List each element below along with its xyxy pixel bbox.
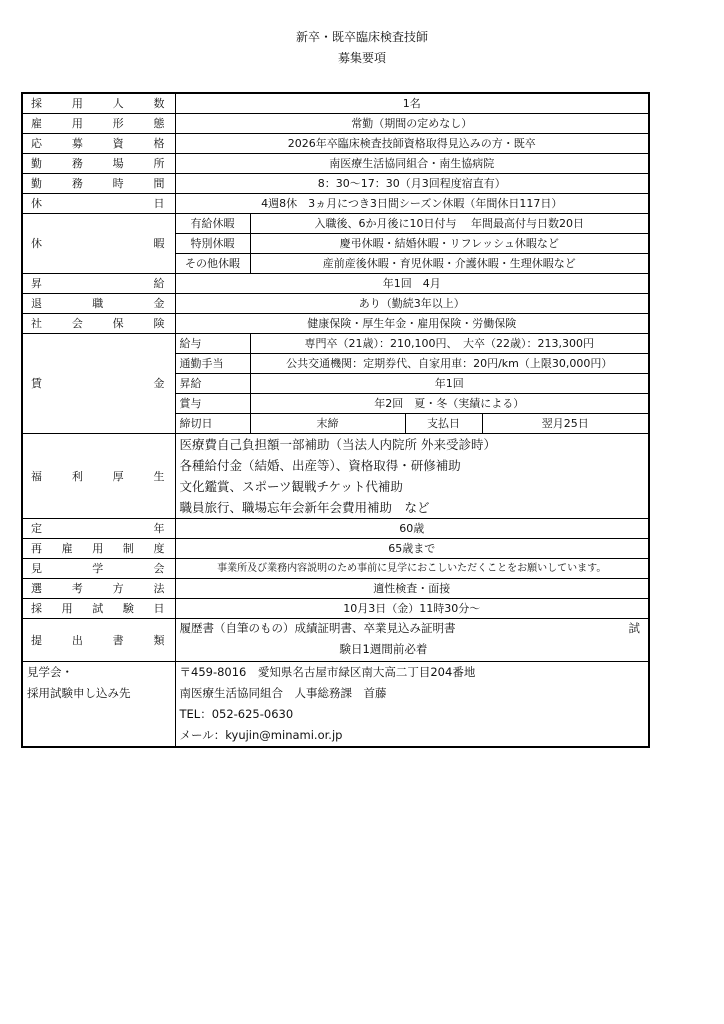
contact-address: 〒459-8016 愛知県名古屋市緑区南大高二丁目204番地 (179, 665, 476, 679)
wage-item: 通勤手当 (175, 354, 250, 374)
table-row (22, 114, 649, 134)
row-label: 昇給 (22, 274, 175, 294)
closing-value: 末締 (250, 414, 405, 434)
table-row (22, 434, 649, 519)
wage-value: 公共交通機関：定期券代、自家用車：20円/km（上限30,000円） (250, 354, 649, 374)
qualification-value: 2026年卒臨床検査技師資格取得見込みの方・既卒 (175, 134, 649, 154)
leave-type: 特別休暇 (175, 234, 250, 254)
table-row (22, 314, 649, 334)
leave-value: 入職後、6か月後に10日付与 年間最高付与日数20日 (250, 214, 649, 234)
table-row (22, 519, 649, 539)
table-row (22, 334, 649, 354)
table-row (22, 599, 649, 619)
row-label: 勤務場所 (22, 154, 175, 174)
contact-phone: TEL：052-625-0630 (179, 707, 294, 721)
row-label: 社会保険 (22, 314, 175, 334)
leave-type: 有給休暇 (175, 214, 250, 234)
payday-label: 支払日 (405, 414, 482, 434)
retirement-age-value: 60歳 (175, 519, 649, 539)
wage-item: 締切日 (175, 414, 250, 434)
row-label: 勤務時間 (22, 174, 175, 194)
row-label: 採用試験日 (22, 599, 175, 619)
contact-value (175, 662, 649, 748)
wage-item: 昇給 (175, 374, 250, 394)
leave-type: その他休暇 (175, 254, 250, 274)
contact-email: メール：kyujin@minami.or.jp (179, 728, 343, 742)
leave-value: 産前産後休暇・育児休暇・介護休暇・生理休暇など (250, 254, 649, 274)
welfare-line: 各種給付金（結婚、出産等）、資格取得・研修補助 (179, 458, 461, 473)
days-off-value: 4週8休 3ヵ月につき3日間シーズン休暇（年間休日117日） (175, 194, 649, 214)
row-label: 定年 (22, 519, 175, 539)
table-row (22, 579, 649, 599)
retirement-allowance-value: あり（勤続3年以上） (175, 294, 649, 314)
contact-label (22, 662, 175, 748)
payday-value: 翌月25日 (482, 414, 649, 434)
table-row (22, 194, 649, 214)
row-label: 雇用形態 (22, 114, 175, 134)
documents-value (175, 619, 649, 662)
row-label: 退職金 (22, 294, 175, 314)
leave-value: 慶弔休暇・結婚休暇・リフレッシュ休暇など (250, 234, 649, 254)
documents-line: 履歴書（自筆のもの）成績証明書、卒業見込み証明書 (179, 621, 456, 635)
table-row (22, 559, 649, 579)
document-title: 新卒・既卒臨床検査技師 (295, 30, 428, 44)
tour-value: 事業所及び業務内容説明のため事前に見学におこしいただくことをお願いしています。 (175, 559, 649, 579)
wage-value: 年2回 夏・冬（実績による） (250, 394, 649, 414)
table-row (22, 214, 649, 234)
table-row (22, 154, 649, 174)
row-label: 休日 (22, 194, 175, 214)
promotion-value: 年1回 4月 (175, 274, 649, 294)
insurance-value: 健康保険・厚生年金・雇用保険・労働保険 (175, 314, 649, 334)
documents-line: 験日1週間前必着 (339, 642, 428, 656)
table-row (22, 662, 649, 748)
table-row (22, 619, 649, 662)
wage-item: 給与 (175, 334, 250, 354)
row-label: 選考方法 (22, 579, 175, 599)
employment-value: 常勤（期間の定めなし） (175, 114, 649, 134)
row-label: 採用人数 (22, 93, 175, 114)
row-label: 賃金 (22, 334, 175, 434)
table-row (22, 294, 649, 314)
row-label: 見学会 (22, 559, 175, 579)
contact-department: 南医療生活協同組合 人事総務課 首藤 (179, 686, 387, 700)
row-label: 福利厚生 (22, 434, 175, 519)
wage-value: 年1回 (250, 374, 649, 394)
contact-label-line: 採用試験申し込み先 (27, 686, 131, 700)
row-label: 応募資格 (22, 134, 175, 154)
workplace-value: 南医療生活協同組合・南生協病院 (175, 154, 649, 174)
table-row (22, 539, 649, 559)
welfare-line: 文化鑑賞、スポーツ観戦チケット代補助 (179, 479, 403, 494)
welfare-value (175, 434, 649, 519)
welfare-line: 職員旅行、職場忘年会新年会費用補助 など (179, 500, 430, 515)
table-row (22, 274, 649, 294)
headcount-value: 1名 (175, 93, 649, 114)
welfare-line: 医療費自己負担額一部補助（当法人内院所 外来受診時） (179, 437, 496, 452)
hours-value: 8：30〜17：30（月3回程度宿直有） (175, 174, 649, 194)
selection-value: 適性検査・面接 (175, 579, 649, 599)
row-label: 提出書類 (22, 619, 175, 662)
table-row (22, 134, 649, 154)
table-row (22, 93, 649, 114)
rehire-value: 65歳まで (175, 539, 649, 559)
row-label: 再雇用制度 (22, 539, 175, 559)
document-subtitle: 募集要項 (337, 51, 386, 65)
wage-value: 専門卒（21歳）：210,100円、 大卒（22歳）：213,300円 (250, 334, 649, 354)
documents-line-tail: 試 (628, 621, 640, 635)
row-label: 休暇 (22, 214, 175, 274)
contact-label-line: 見学会・ (27, 665, 73, 679)
exam-date-value: 10月3日（金）11時30分〜 (175, 599, 649, 619)
recruitment-table (21, 92, 650, 748)
table-row (22, 174, 649, 194)
wage-item: 賞与 (175, 394, 250, 414)
